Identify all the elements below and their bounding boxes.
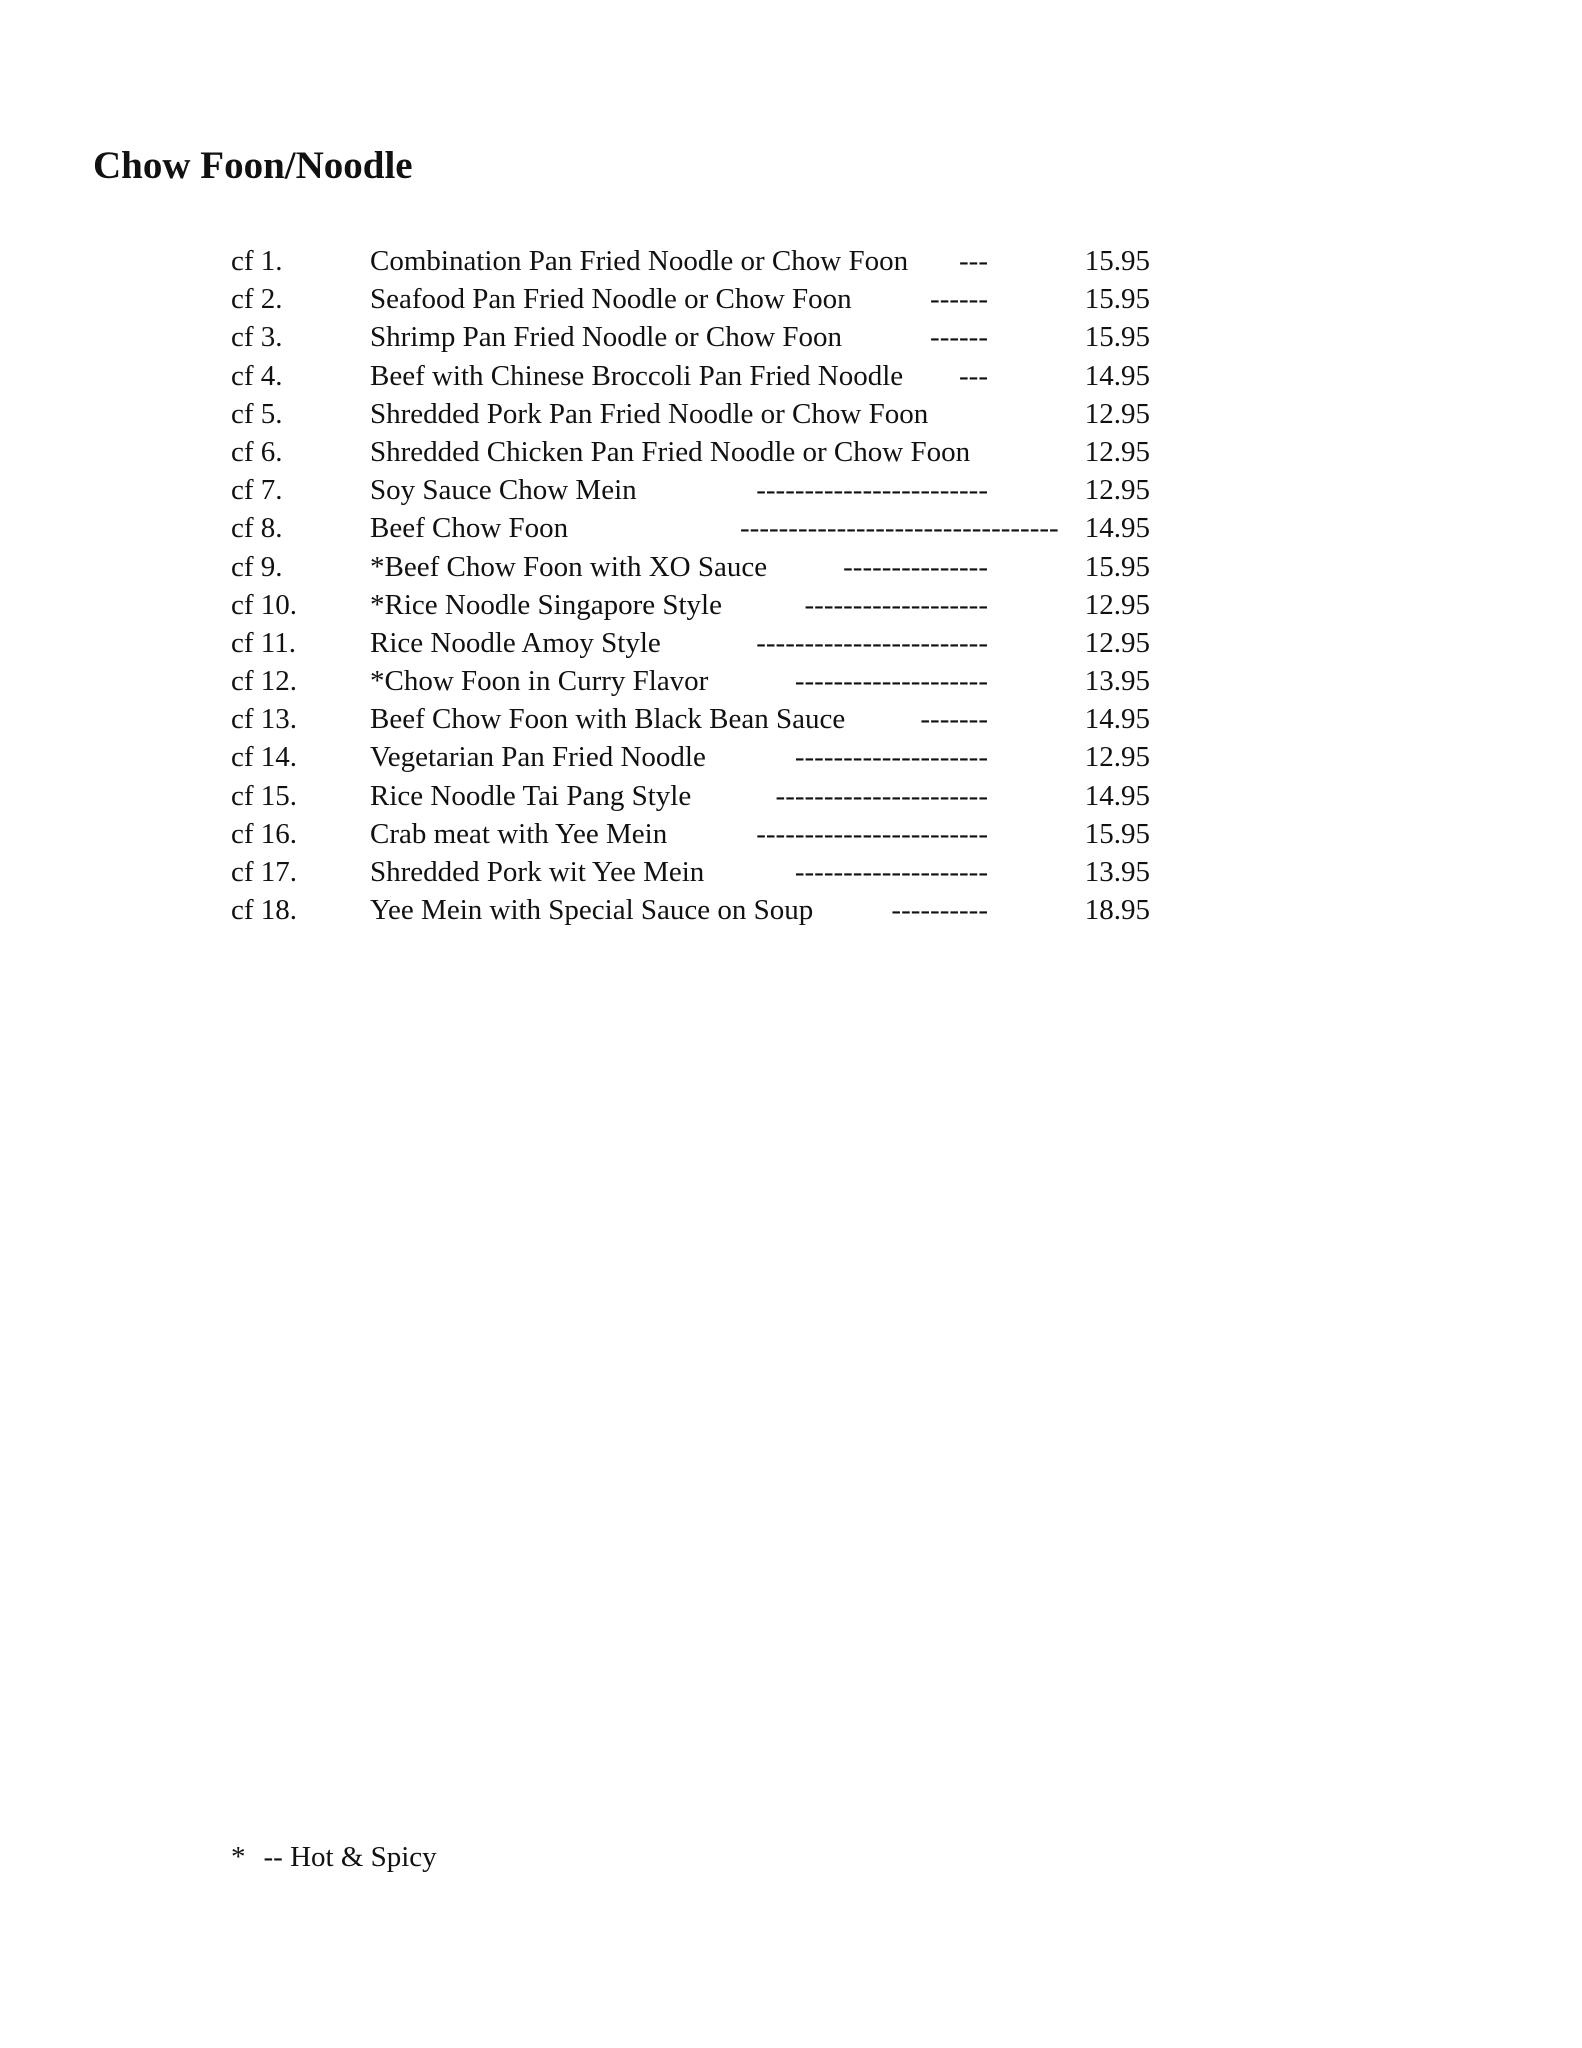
- item-name: Shrimp Pan Fried Noodle or Chow Foon: [370, 321, 843, 354]
- page-title: Chow Foon/Noodle: [93, 144, 413, 187]
- item-price: 14.95: [1084, 779, 1150, 812]
- item-dashes: ---------------: [843, 550, 988, 583]
- item-name: Combination Pan Fried Noodle or Chow Foon: [370, 245, 909, 277]
- item-dashes: ---: [959, 245, 988, 277]
- item-price: 15.95: [1084, 245, 1150, 277]
- item-name: Crab meat with Yee Mein: [370, 817, 668, 850]
- menu-item: [0, 738, 1582, 776]
- item-price: 18.95: [1084, 894, 1150, 927]
- menu-item: [0, 853, 1582, 891]
- menu-item: [0, 700, 1582, 738]
- menu-item: [0, 280, 1582, 318]
- item-price: 14.95: [1084, 703, 1150, 736]
- item-name: Beef with Chinese Broccoli Pan Fried Noodle: [370, 359, 904, 392]
- item-code: cf 3.: [231, 321, 283, 354]
- item-code: cf 6.: [231, 435, 283, 468]
- item-code: cf 10.: [231, 588, 298, 621]
- menu-item: [0, 815, 1582, 853]
- asterisk-marker: *: [231, 1841, 246, 1873]
- item-dashes: ------------------------: [756, 817, 988, 850]
- menu-item: [0, 318, 1582, 356]
- item-name: Shredded Pork wit Yee Mein: [370, 856, 705, 888]
- item-code: cf 9.: [231, 550, 283, 583]
- item-price: 12.95: [1084, 741, 1150, 774]
- item-name: *Beef Chow Foon with XO Sauce: [370, 550, 768, 583]
- item-dashes: ----------------------: [775, 779, 988, 812]
- footnote-text: -- Hot & Spicy: [263, 1841, 437, 1873]
- item-name: Beef Chow Foon with Black Bean Sauce: [370, 703, 846, 736]
- menu-item: [0, 624, 1582, 662]
- menu-item: [0, 548, 1582, 586]
- menu-list: [0, 242, 1582, 929]
- item-code: cf 7.: [231, 474, 283, 507]
- item-code: cf 2.: [231, 283, 283, 316]
- item-code: cf 12.: [231, 665, 298, 698]
- item-name: Yee Mein with Special Sauce on Soup: [370, 894, 814, 927]
- item-code: cf 4.: [231, 359, 283, 392]
- item-price: 12.95: [1084, 588, 1150, 621]
- item-code: cf 11.: [231, 626, 296, 659]
- item-code: cf 17.: [231, 856, 298, 888]
- item-name: Shredded Pork Pan Fried Noodle or Chow Foon: [370, 397, 929, 430]
- item-price: 13.95: [1084, 665, 1150, 698]
- item-price: 15.95: [1084, 321, 1150, 354]
- item-code: cf 18.: [231, 894, 298, 927]
- item-dashes: ------------------------: [756, 474, 988, 507]
- item-code: cf 8.: [231, 512, 283, 545]
- menu-item: [0, 433, 1582, 471]
- item-dashes: ---: [959, 359, 988, 392]
- menu-item: [0, 662, 1582, 700]
- item-dashes: -------: [920, 703, 988, 736]
- item-name: Shredded Chicken Pan Fried Noodle or Chow Foon: [370, 435, 971, 468]
- menu-item: [0, 777, 1582, 815]
- item-code: cf 13.: [231, 703, 298, 736]
- menu-item: [0, 471, 1582, 509]
- item-dashes: ------------------------: [756, 626, 988, 659]
- item-name: Vegetarian Pan Fried Noodle: [370, 741, 706, 774]
- item-code: cf 14.: [231, 741, 298, 774]
- item-name: Beef Chow Foon: [370, 512, 569, 545]
- menu-item: [0, 395, 1582, 433]
- item-dashes: ----------: [891, 894, 988, 927]
- item-price: 15.95: [1084, 550, 1150, 583]
- menu-item: [0, 242, 1582, 280]
- item-code: cf 16.: [231, 817, 298, 850]
- item-price: 14.95: [1084, 359, 1150, 392]
- menu-item: [0, 586, 1582, 624]
- item-dashes: --------------------: [794, 741, 988, 774]
- menu-item: [0, 891, 1582, 929]
- item-dashes: ---------------------------------: [740, 512, 1059, 545]
- item-price: 12.95: [1084, 626, 1150, 659]
- item-code: cf 15.: [231, 779, 298, 812]
- item-name: Rice Noodle Amoy Style: [370, 626, 661, 659]
- item-name: Seafood Pan Fried Noodle or Chow Foon: [370, 283, 852, 316]
- item-dashes: -------------------: [804, 588, 988, 621]
- item-price: 13.95: [1084, 856, 1150, 888]
- item-dashes: ------: [930, 283, 988, 316]
- item-price: 12.95: [1084, 397, 1150, 430]
- item-name: Rice Noodle Tai Pang Style: [370, 779, 692, 812]
- item-code: cf 1.: [231, 245, 283, 277]
- menu-item: [0, 357, 1582, 395]
- item-price: 15.95: [1084, 817, 1150, 850]
- footnote: [231, 1838, 437, 1876]
- menu-item: [0, 509, 1582, 547]
- item-dashes: --------------------: [794, 665, 988, 698]
- item-name: *Chow Foon in Curry Flavor: [370, 665, 709, 698]
- item-price: 14.95: [1084, 512, 1150, 545]
- item-dashes: --------------------: [794, 856, 988, 888]
- item-name: *Rice Noodle Singapore Style: [370, 588, 722, 621]
- item-price: 12.95: [1084, 474, 1150, 507]
- item-code: cf 5.: [231, 397, 283, 430]
- item-name: Soy Sauce Chow Mein: [370, 474, 637, 507]
- item-dashes: ------: [930, 321, 988, 354]
- item-price: 12.95: [1084, 435, 1150, 468]
- item-price: 15.95: [1084, 283, 1150, 316]
